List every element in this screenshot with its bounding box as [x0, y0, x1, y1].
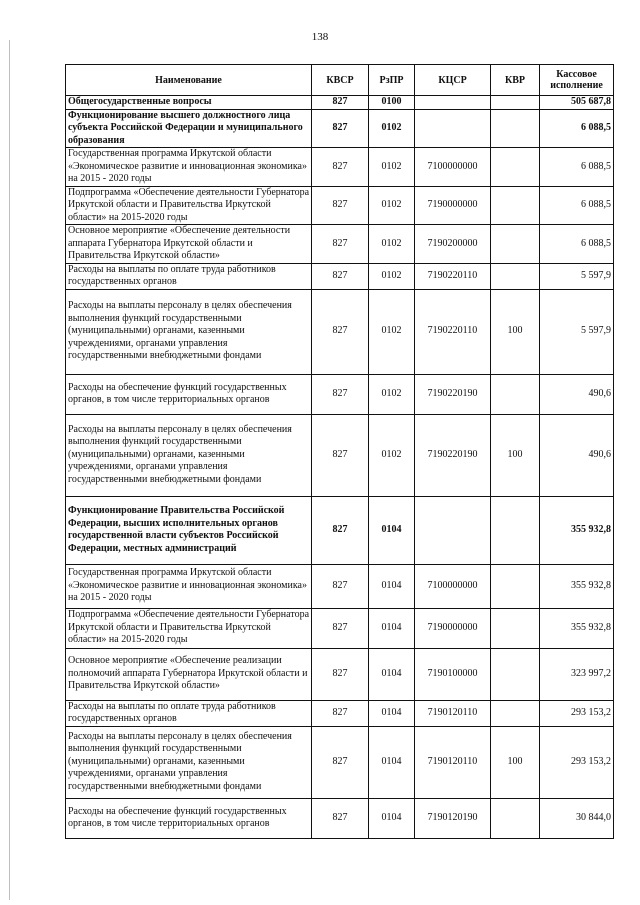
row-name: Расходы на выплаты персоналу в целях обеспечения выполнения функций государственными (муниципальными) органами, казенными учреждениями, органами управления государственными внебюджетными фондами: [66, 414, 312, 496]
row-kcsr: 7190000000: [415, 608, 491, 648]
row-kvr: [491, 148, 540, 187]
row-name: Функционирование Правительства Российской Федерации, высших исполнительных органов государственной власти субъектов Российской Федерации, местных администраций: [66, 496, 312, 564]
row-kvr: [491, 186, 540, 225]
row-kcsr: 7190120110: [415, 726, 491, 798]
row-kvsr: 827: [312, 109, 369, 148]
row-name: Расходы на выплаты по оплате труда работников государственных органов: [66, 263, 312, 289]
budget-table: [65, 64, 614, 839]
row-rzpr: 0104: [369, 496, 415, 564]
table-row: [66, 186, 614, 225]
row-kvsr: 827: [312, 798, 369, 838]
row-kvr: 100: [491, 289, 540, 374]
row-amount: 293 153,2: [540, 700, 614, 726]
row-rzpr: 0104: [369, 726, 415, 798]
row-amount: 6 088,5: [540, 109, 614, 148]
row-kcsr: [415, 496, 491, 564]
row-name: Расходы на обеспечение функций государственных органов, в том числе территориальных органов: [66, 798, 312, 838]
table-row: [66, 225, 614, 264]
table-row: [66, 496, 614, 564]
header-cash-execution: Кассовое исполнение: [540, 65, 614, 96]
row-kcsr: 7190200000: [415, 225, 491, 264]
row-rzpr: 0102: [369, 374, 415, 414]
row-rzpr: 0102: [369, 414, 415, 496]
row-amount: 293 153,2: [540, 726, 614, 798]
row-amount: 6 088,5: [540, 186, 614, 225]
row-kvr: 100: [491, 726, 540, 798]
row-kvsr: 827: [312, 186, 369, 225]
row-kvsr: 827: [312, 263, 369, 289]
row-kvsr: 827: [312, 700, 369, 726]
row-amount: 5 597,9: [540, 263, 614, 289]
header-kcsr: КЦСР: [415, 65, 491, 96]
row-kcsr: 7190220110: [415, 289, 491, 374]
table-row: [66, 289, 614, 374]
row-kvsr: 827: [312, 96, 369, 110]
row-name: Расходы на выплаты персоналу в целях обеспечения выполнения функций государственными (муниципальными) органами, казенными учреждениями, органами управления государственными внебюджетными фондами: [66, 726, 312, 798]
row-kvr: [491, 263, 540, 289]
row-name: Расходы на выплаты персоналу в целях обеспечения выполнения функций государственными (муниципальными) органами, казенными учреждениями, органами управления государственными внебюджетными фондами: [66, 289, 312, 374]
row-amount: 355 932,8: [540, 564, 614, 608]
row-amount: 490,6: [540, 374, 614, 414]
row-amount: 6 088,5: [540, 148, 614, 187]
header-kvr: КВР: [491, 65, 540, 96]
row-amount: 355 932,8: [540, 496, 614, 564]
table-row: [66, 414, 614, 496]
table-row: [66, 263, 614, 289]
row-kvr: [491, 700, 540, 726]
row-kvsr: 827: [312, 374, 369, 414]
row-amount: 323 997,2: [540, 648, 614, 700]
row-amount: 6 088,5: [540, 225, 614, 264]
table-row: [66, 798, 614, 838]
row-kvr: 100: [491, 414, 540, 496]
row-kvr: [491, 564, 540, 608]
row-amount: 355 932,8: [540, 608, 614, 648]
table-row: [66, 608, 614, 648]
table-row: [66, 109, 614, 148]
scan-edge-line: [9, 40, 10, 900]
row-kvr: [491, 608, 540, 648]
row-kcsr: 7190220190: [415, 374, 491, 414]
row-name: Подпрограмма «Обеспечение деятельности Губернатора Иркутской области и Правительства Иркутской области» на 2015-2020 годы: [66, 186, 312, 225]
row-kcsr: [415, 96, 491, 110]
header-kvsr: КВСР: [312, 65, 369, 96]
row-kcsr: 7190000000: [415, 186, 491, 225]
row-kvsr: 827: [312, 564, 369, 608]
row-kvr: [491, 496, 540, 564]
row-rzpr: 0104: [369, 700, 415, 726]
row-name: Основное мероприятие «Обеспечение реализации полномочий аппарата Губернатора Иркутской области и Правительства Иркутской области»: [66, 648, 312, 700]
row-amount: 30 844,0: [540, 798, 614, 838]
row-rzpr: 0102: [369, 109, 415, 148]
row-kvr: [491, 648, 540, 700]
row-rzpr: 0102: [369, 186, 415, 225]
row-amount: 505 687,8: [540, 96, 614, 110]
row-name: Функционирование высшего должностного лица субъекта Российской Федерации и муниципального образования: [66, 109, 312, 148]
row-kcsr: 7190220110: [415, 263, 491, 289]
row-kvsr: 827: [312, 148, 369, 187]
page-number: 138: [311, 31, 329, 43]
table-row: [66, 148, 614, 187]
row-kcsr: [415, 109, 491, 148]
table-header-row: [66, 65, 614, 96]
row-kvsr: 827: [312, 225, 369, 264]
row-name: Государственная программа Иркутской области «Экономическое развитие и инновационная экономика» на 2015 - 2020 годы: [66, 148, 312, 187]
row-amount: 490,6: [540, 414, 614, 496]
row-rzpr: 0100: [369, 96, 415, 110]
row-kvr: [491, 798, 540, 838]
table-row: [66, 648, 614, 700]
row-rzpr: 0104: [369, 648, 415, 700]
header-rzpr: РзПР: [369, 65, 415, 96]
table-row: [66, 96, 614, 110]
row-kcsr: 7100000000: [415, 564, 491, 608]
row-name: Расходы на выплаты по оплате труда работников государственных органов: [66, 700, 312, 726]
row-name: Подпрограмма «Обеспечение деятельности Губернатора Иркутской области и Правительства Иркутской области» на 2015-2020 годы: [66, 608, 312, 648]
table-row: [66, 374, 614, 414]
row-name: Расходы на обеспечение функций государственных органов, в том числе территориальных органов: [66, 374, 312, 414]
row-kcsr: 7190120190: [415, 798, 491, 838]
row-kvr: [491, 109, 540, 148]
row-name: Государственная программа Иркутской области «Экономическое развитие и инновационная экономика» на 2015 - 2020 годы: [66, 564, 312, 608]
row-kvr: [491, 225, 540, 264]
row-kvsr: 827: [312, 289, 369, 374]
row-rzpr: 0102: [369, 263, 415, 289]
row-rzpr: 0104: [369, 564, 415, 608]
row-name: Основное мероприятие «Обеспечение деятельности аппарата Губернатора Иркутской области и Правительства Иркутской области»: [66, 225, 312, 264]
row-kvr: [491, 96, 540, 110]
row-kvsr: 827: [312, 726, 369, 798]
row-kvr: [491, 374, 540, 414]
row-kcsr: 7190120110: [415, 700, 491, 726]
row-rzpr: 0104: [369, 608, 415, 648]
row-name: Общегосударственные вопросы: [66, 96, 312, 110]
row-kvsr: 827: [312, 608, 369, 648]
row-amount: 5 597,9: [540, 289, 614, 374]
row-kcsr: 7190220190: [415, 414, 491, 496]
row-kcsr: 7190100000: [415, 648, 491, 700]
row-rzpr: 0104: [369, 798, 415, 838]
row-rzpr: 0102: [369, 148, 415, 187]
table-row: [66, 564, 614, 608]
row-kcsr: 7100000000: [415, 148, 491, 187]
row-kvsr: 827: [312, 414, 369, 496]
row-kvsr: 827: [312, 648, 369, 700]
table-row: [66, 700, 614, 726]
header-name: Наименование: [66, 65, 312, 96]
row-kvsr: 827: [312, 496, 369, 564]
row-rzpr: 0102: [369, 289, 415, 374]
table-row: [66, 726, 614, 798]
row-rzpr: 0102: [369, 225, 415, 264]
